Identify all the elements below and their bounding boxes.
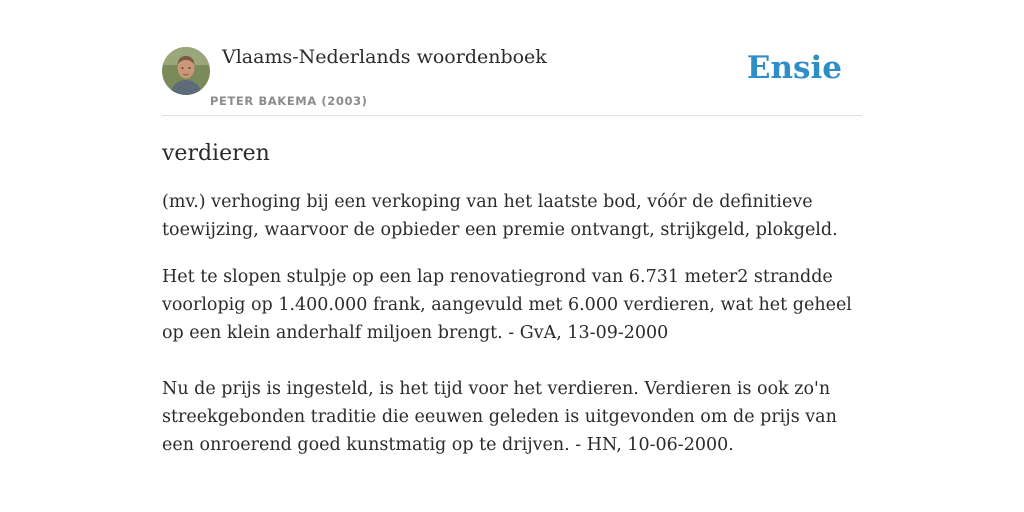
entry-definition: (mv.) verhoging bij een verkoping van het laatste bod, vóór de definitieve toewijzing, waarvoor de opbieder een premie ontvangt, strijkgeld, plokgeld.	[162, 192, 838, 240]
author-avatar[interactable]	[162, 47, 210, 95]
entry-example: Het te slopen stulpje op een lap renovatiegrond van 6.731 meter2 strandde voorlopig op 1.400.000 frank, aangevuld met 6.000 verdieren, wat het geheel op een klein anderhalf miljoen brengt. - GvA, 13-09-2000	[162, 267, 852, 343]
entry-word: verdieren	[162, 141, 270, 166]
entry-example: Nu de prijs is ingesteld, is het tijd voor het verdieren. Verdieren is ook zo'n streekgebonden traditie die eeuwen geleden is uitgevonden om de prijs van een onroerend goed kunstmatig op te drijven. - HN, 10-06-2000.	[162, 379, 837, 455]
ensie-logo[interactable]: Ensie	[746, 50, 842, 86]
dictionary-title[interactable]: Vlaams-Nederlands woordenboek	[222, 46, 547, 68]
author-name[interactable]: PETER BAKEMA (2003)	[210, 94, 368, 108]
entry-card	[162, 40, 862, 459]
entry-header	[162, 40, 862, 116]
